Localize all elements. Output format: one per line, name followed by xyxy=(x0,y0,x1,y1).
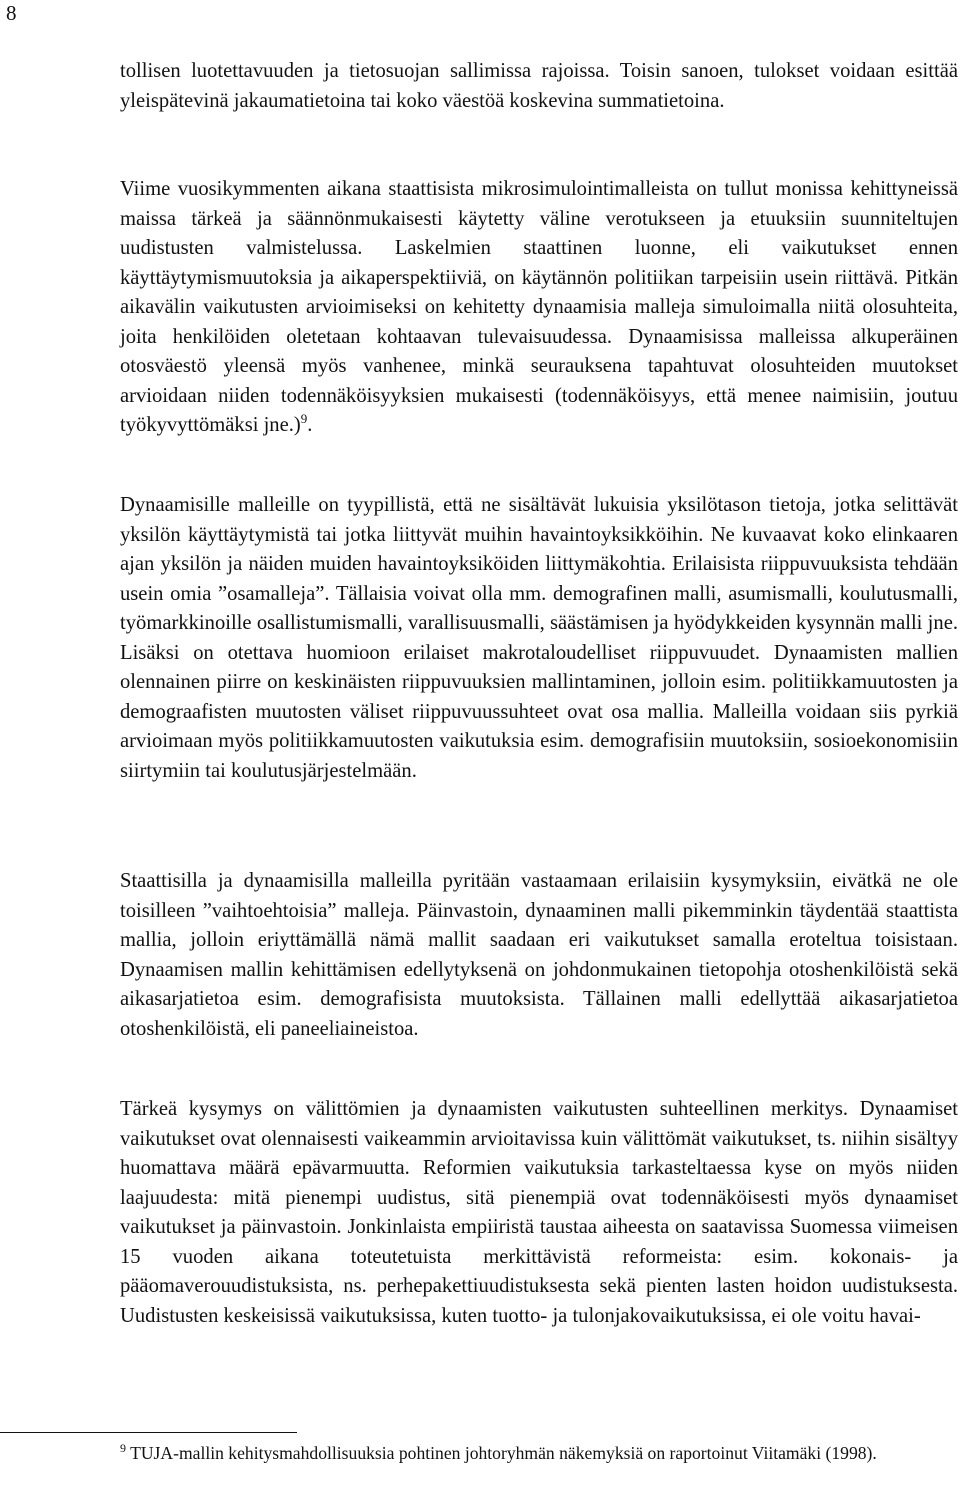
footnote-text: TUJA-mallin kehitysmahdollisuuksia pohtinen johtoryhmän näkemyksiä on raportoinut Viitamäki (1998). xyxy=(126,1443,877,1463)
paragraph-1 xyxy=(120,57,958,116)
paragraph-3 xyxy=(120,491,958,786)
paragraph-5-text: Tärkeä kysymys on välittömien ja dynaamisten vaikutusten suhteellinen merkitys. Dynaamiset vaikutukset ovat olennaisesti vaikeammin arvioitavissa kuin välittömät vaikutukset, ts. niihin sisältyy huomattava määrä epävarmuutta. Reformien vaikutuksia tarkasteltaessa kyse on myös niiden laajuudesta: mitä pienempi uudistus, sitä pienempiä ovat todennäköisesti myös dynaamiset vaikutukset ja päinvastoin. Jonkinlaista empiiristä taustaa aiheesta on saatavissa Suomessa viimeisen 15 vuoden aikana toteutetuista merkittävistä reformeista: esim. kokonais- ja pääomaverouudistuksista, ns. perhepakettiuudistuksesta sekä pienten lasten hoidon uudistuksesta. Uudistusten keskeisissä vaikutuksissa, kuten tuotto- ja tulonjakovaikutuksissa, ei ole voitu havai- xyxy=(120,1098,958,1327)
paragraph-2-text xyxy=(120,175,958,441)
footnote-mark: 9 xyxy=(120,1441,126,1456)
paragraph-1-text: tollisen luotettavuuden ja tietosuojan sallimissa rajoissa. Toisin sanoen, tulokset voidaan esittää yleispätevinä jakaumatietoina tai koko väestöä koskevina summatietoina. xyxy=(120,60,958,112)
footnote-reference[interactable]: 9 xyxy=(300,411,308,427)
paragraph-2 xyxy=(120,175,958,441)
page-number: 8 xyxy=(6,1,17,25)
paragraph-4-text: Staattisilla ja dynaamisilla malleilla pyritään vastaamaan erilaisiin kysymyksiin, eivätkä ne ole toisilleen ”vaihtoehtoisia” malleja. Päinvastoin, dynaaminen malli pikemminkin täydentää staattista mallia, jolloin eriyttämällä nämä mallit saadaan eri vaikutukset samalla eroteltua toisistaan. Dynaamisen mallin kehittämisen edellytyksenä on johdonmukainen tietopohja otoshenkilöistä sekä aikasarjatietoa esim. demografisista muutoksista. Tällainen malli edellyttää aikasarjatietoa otoshenkilöistä, eli paneeliaineistoa. xyxy=(120,870,958,1040)
footnote-separator xyxy=(0,1432,297,1433)
paragraph-5 xyxy=(120,1095,958,1331)
paragraph-3-text: Dynaamisille malleille on tyypillistä, että ne sisältävät lukuisia yksilötason tietoja, jotka selittävät yksilön käyttäytymistä tai jotka liittyvät muihin havaintoyksikköihin. Ne kuvaavat koko elinkaaren ajan yksilön ja näiden muiden havaintoyksiköiden liittymäkohtia. Erilaisista riippuvuuksista tehdään usein omia ”osamalleja”. Tällaisia voivat olla mm. demografinen malli, asumismalli, koulutusmalli, työmarkkinoille osallistumismalli, varallisuusmalli, säästämisen ja hyödykkeiden kysynnän malli jne. Lisäksi on otettava huomioon erilaiset makrotaloudelliset riippuvuudet. Dynaamisten mallien olennainen piirre on keskinäisten riippuvuuksien mallintaminen, jolloin esim. politiikkamuutosten ja demograafisten muutosten väliset riippuvuussuhteet ovat osa mallia. Malleilla voidaan siis pyrkiä arvioimaan myös politiikkamuutosten vaikutuksia esim. demografisiin muutoksiin, sosioekonomisiin siirtymiin tai koulutusjärjestelmään. xyxy=(120,494,958,782)
paragraph-4 xyxy=(120,867,958,1044)
paragraph-2-body: Viime vuosikymmenten aikana staattisista mikrosimulointimalleista on tullut monissa kehittyneissä maissa tärkeä ja säännönmukaisesti käytetty väline verotukseen ja etuuksiin suunniteltujen uudistusten valmistelussa. Laskelmien staattinen luonne, eli vaikutukset ennen käyttäytymismuutoksia ja aikaperspektiiviä, on käytännön politiikan tarpeisiin usein riittävä. Pitkän aikavälin vaikutusten arvioimiseksi on kehitetty dynaamisia malleja simuloimalla niitä olosuhteita, joita henkilöiden oletetaan kohtaavan tulevaisuudessa. Dynaamisissa malleissa alkuperäinen otosväestö yleensä myös vanhenee, minkä seurauksena tapahtuvat olosuhteiden muutokset arvioidaan niiden todennäköisyyksien mukaisesti (todennäköisyys, että menee naimisiin, joutuu työkyvyttömäksi jne.) xyxy=(120,178,958,436)
paragraph-2-end: . xyxy=(307,414,313,436)
footnote xyxy=(120,1441,960,1465)
